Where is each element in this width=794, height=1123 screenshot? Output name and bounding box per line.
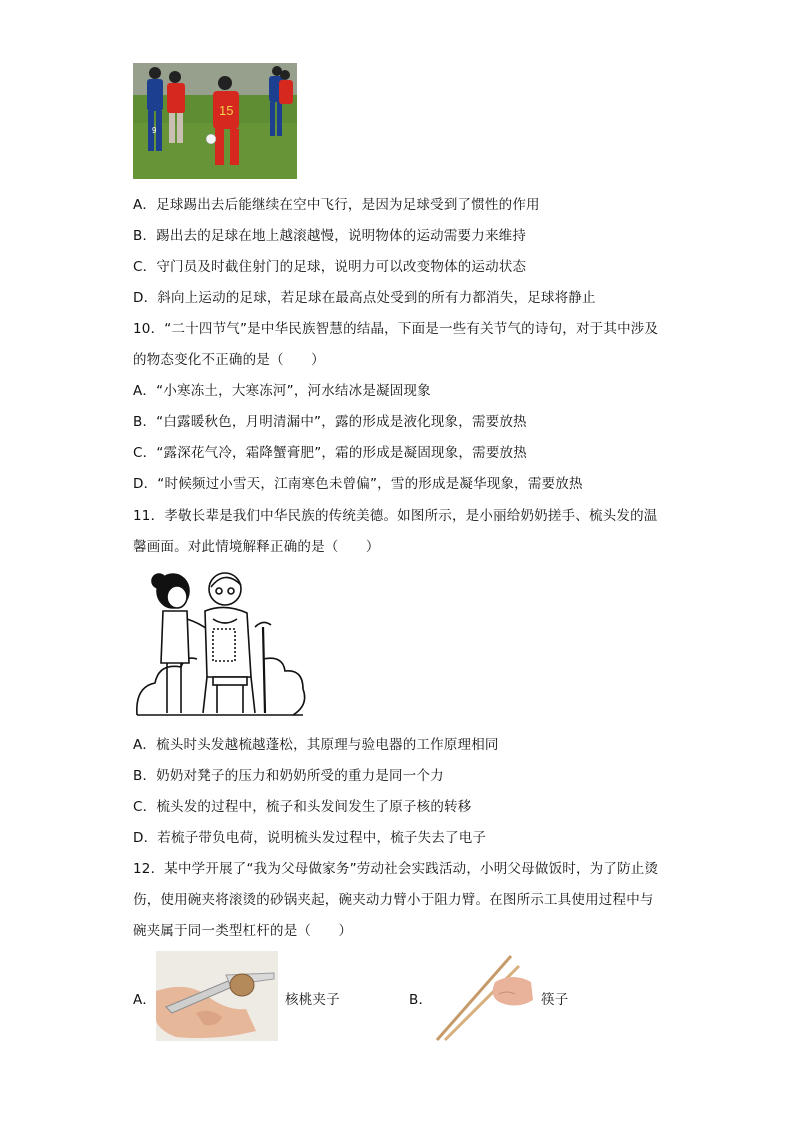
q12-stem-line3: 碗夹属于同一类型杠杆的是（ ） <box>133 923 353 939</box>
q11-stem-line1: 11．孝敬长辈是我们中华民族的传统美德。如图所示，是小丽给奶奶搓手、梳头发的温 <box>133 508 658 524</box>
stool <box>213 677 247 713</box>
q12-stem-line1: 12．某中学开展了“我为父母做家务”劳动社会实践活动，小明父母做饭时，为了防止烫 <box>133 861 659 877</box>
q11-option-a: A．梳头时头发越梳越蓬松，其原理与验电器的工作原理相同 <box>133 737 499 753</box>
q9-option-a: A．足球踢出去后能继续在空中飞行，是因为足球受到了惯性的作用 <box>133 197 540 213</box>
q10-option-c: C．“露深花气冷，霜降蟹膏肥”，霜的形成是凝固现象，需要放热 <box>133 445 527 461</box>
q12-option-a-text: 核桃夹子 <box>285 992 340 1008</box>
q10-stem-line2: 的物态变化不正确的是（ ） <box>133 352 325 368</box>
q10-stem-line1: 10．“二十四节气”是中华民族智慧的结晶，下面是一些有关节气的诗句，对于其中涉及 <box>133 321 659 337</box>
q11-stem-line2: 馨画面。对此情境解释正确的是（ ） <box>133 539 380 555</box>
q12-stem-line2: 伤，使用碗夹将滚烫的砂锅夹起，碗夹动力臂小于阻力臂。在图所示工具使用过程中与 <box>133 892 654 908</box>
q9-option-c: C．守门员及时截住射门的足球，说明力可以改变物体的运动状态 <box>133 259 527 275</box>
svg-text:15: 15 <box>219 103 234 118</box>
q12-option-a-label: A． <box>133 992 157 1008</box>
q11-option-c: C．梳头发的过程中，梳子和头发间发生了原子核的转移 <box>133 799 472 815</box>
svg-text:9: 9 <box>152 126 157 135</box>
q12-option-b-label: B． <box>409 992 433 1008</box>
grandma-figure <box>203 573 271 713</box>
q11-option-d: D．若梳子带负电荷，说明梳头发过程中，梳子失去了电子 <box>133 830 487 846</box>
grandma-girl-illustration <box>133 567 307 720</box>
q10-option-b: B．“白露暖秋色，月明清漏中”，露的形成是液化现象，需要放热 <box>133 414 527 430</box>
soccer-photo <box>133 63 297 179</box>
chopsticks-photo <box>433 952 537 1042</box>
girl-figure <box>152 574 207 713</box>
q10-option-a: A．“小寒冻土，大寒冻河”，河水结冰是凝固现象 <box>133 383 431 399</box>
q10-option-d: D．“时候频过小雪天，江南寒色未曾偏”，雪的形成是凝华现象，需要放热 <box>133 476 583 492</box>
q9-option-d: D．斜向上运动的足球，若足球在最高点处受到的所有力都消失，足球将静止 <box>133 290 596 306</box>
q12-option-b-text: 筷子 <box>541 992 569 1008</box>
soccer-ball <box>206 134 216 144</box>
q11-option-b: B．奶奶对凳子的压力和奶奶所受的重力是同一个力 <box>133 768 444 784</box>
walnut-cracker-photo <box>156 951 278 1041</box>
q9-option-b: B．踢出去的足球在地上越滚越慢，说明物体的运动需要力来维持 <box>133 228 527 244</box>
